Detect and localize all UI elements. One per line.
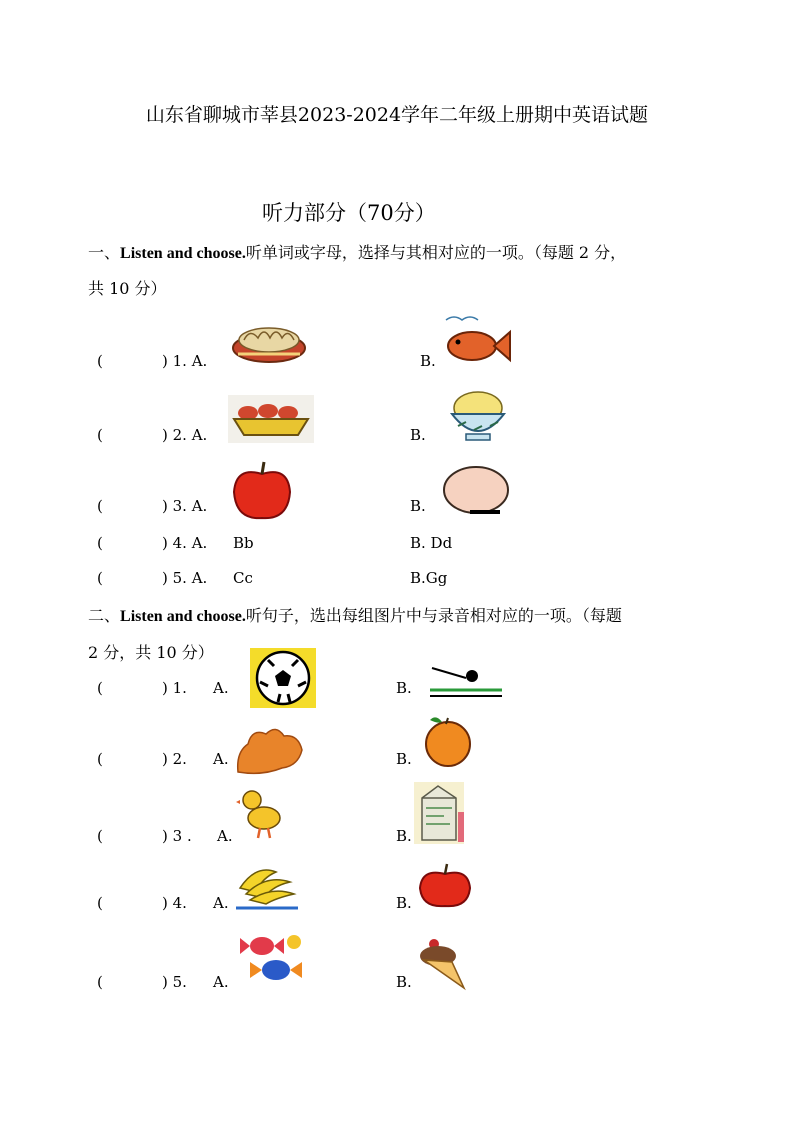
section2-prefix: 二、 [88, 606, 121, 625]
candies-icon [236, 926, 308, 990]
fish-icon [444, 312, 512, 368]
s2-q3-paren-open: ( [97, 827, 103, 845]
section2-english: Listen and choose. [120, 608, 246, 625]
page-title: 山东省聊城市莘县2023-2024学年二年级上册期中英语试题 [145, 104, 649, 126]
s1-q4-b-label: B. Dd [410, 534, 453, 552]
s1-q5-b-label: B.Gg [410, 569, 448, 587]
section2-line1: 听句子，选出每组图片中与录音相对应的一项。（每题 [245, 606, 622, 625]
section1-instruction-line2: 共 10 分） [88, 279, 167, 298]
s2-q5-paren-open: ( [97, 973, 103, 991]
s1-q3-b-label: B. [410, 497, 426, 515]
s2-q5-a-label: A. [213, 973, 229, 991]
s1-q4-a-text: Bb [233, 534, 254, 552]
s1-q2-b-label: B. [410, 426, 426, 444]
section1-prefix: 一、 [88, 243, 121, 262]
s1-q4-label: ) 4. A. [162, 534, 208, 552]
s2-q3-label: ) 3 . [162, 827, 192, 845]
s2-q3-b-label: B. [396, 827, 412, 845]
duck-icon [236, 788, 286, 840]
egg-icon [440, 464, 514, 518]
chicken-meat-icon [232, 722, 308, 778]
apple-icon [228, 458, 296, 522]
s2-q1-paren-open: ( [97, 679, 103, 697]
s2-q1-label: ) 1. [162, 679, 187, 697]
s2-q2-label: ) 2. [162, 750, 187, 768]
s2-q5-b-label: B. [396, 973, 412, 991]
s1-q5-label: ) 5. A. [162, 569, 208, 587]
s2-q4-paren-open: ( [97, 894, 103, 912]
orange-icon [412, 712, 484, 768]
s2-q1-b-label: B. [396, 679, 412, 697]
s2-q3-a-label: A. [217, 827, 233, 845]
s1-q2-paren-open: ( [97, 426, 103, 444]
s1-q5-paren-open: ( [97, 569, 103, 587]
s2-q2-b-label: B. [396, 750, 412, 768]
section2-instruction-line2: 2 分，共 10 分） [88, 643, 214, 662]
noodles-icon [230, 318, 308, 366]
football-icon [250, 648, 316, 708]
s1-q3-paren-open: ( [97, 497, 103, 515]
sausages-plate-icon [228, 395, 314, 443]
s2-q4-a-label: A. [213, 894, 229, 912]
milk-carton-icon [414, 782, 464, 844]
s1-q2-label: ) 2. A. [162, 426, 208, 444]
s2-q2-paren-open: ( [97, 750, 103, 768]
apple-icon-2 [414, 862, 476, 910]
section1-instruction [88, 234, 626, 273]
bananas-icon [236, 862, 298, 910]
s1-q1-paren-open: ( [97, 352, 103, 370]
s2-q4-label: ) 4. [162, 894, 187, 912]
s1-q3-label: ) 3. A. [162, 497, 208, 515]
s1-q1-label: ) 1. A. [162, 352, 208, 370]
swimming-icon [428, 660, 504, 700]
section1-line1: 听单词或字母，选择与其相对应的一项。（每题 2 分， [245, 243, 627, 262]
s2-q5-label: ) 5. [162, 973, 187, 991]
s1-q4-paren-open: ( [97, 534, 103, 552]
ice-cream-icon [414, 934, 470, 992]
s1-q5-a-text: Cc [233, 569, 253, 587]
s2-q2-a-label: A. [213, 750, 229, 768]
rice-bowl-icon [446, 386, 510, 444]
s2-q4-b-label: B. [396, 894, 412, 912]
section-heading-listening: 听力部分（70分） [262, 201, 436, 225]
s1-q1-b-label: B. [420, 352, 436, 370]
section2-instruction [88, 597, 622, 636]
s2-q1-a-label: A. [213, 679, 229, 697]
section1-english: Listen and choose. [120, 245, 246, 262]
